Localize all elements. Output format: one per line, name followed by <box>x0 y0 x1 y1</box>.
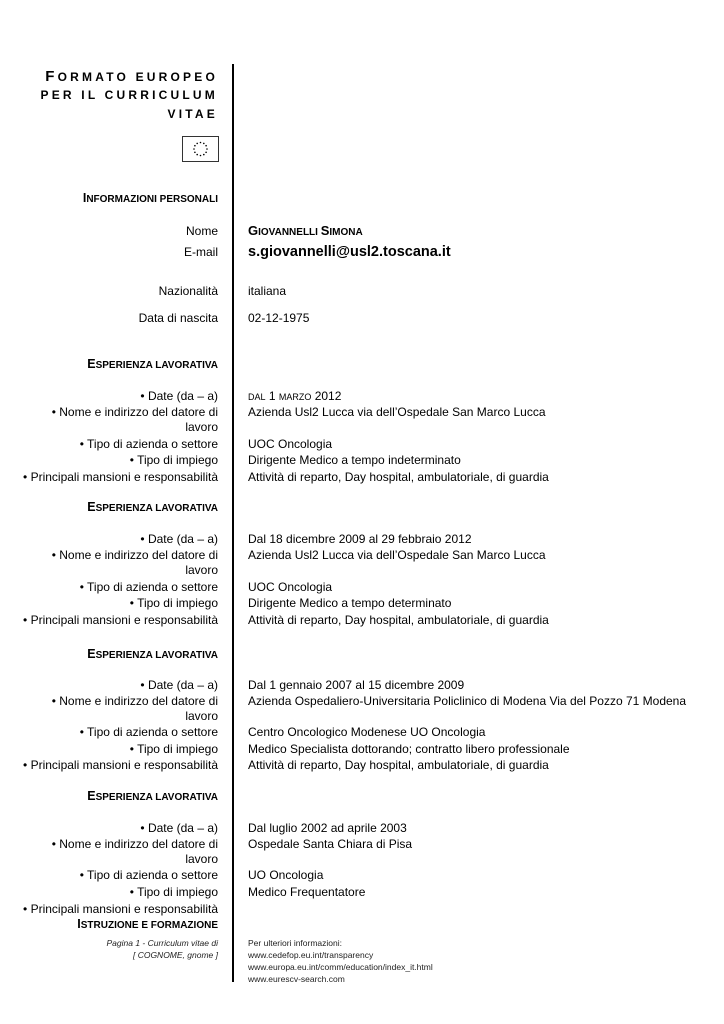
email-value: s.giovannelli@usl2.toscana.it <box>248 244 451 260</box>
experience-sector: Centro Oncologico Modenese UO Oncologia <box>248 725 486 739</box>
email-label: E-mail <box>183 245 218 259</box>
employer-label: • Nome e indirizzo del datore di <box>51 548 218 562</box>
duties-label: • Principali mansioni e responsabilità <box>23 613 218 627</box>
section-work-experience: ESPERIENZA LAVORATIVA <box>87 357 218 371</box>
footer-link-eurescv[interactable]: www.eurescv-search.com <box>248 974 345 984</box>
employer-label-cont: lavoro <box>185 420 218 434</box>
cv-title-line2: PER IL CURRICULUM <box>40 88 218 102</box>
experience-employer: Azienda Ospedaliero-Universitaria Policlinico di Modena Via del Pozzo 71 Modena <box>248 694 687 708</box>
date-label: • Date (da – a) <box>140 821 218 835</box>
duties-label: • Principali mansioni e responsabilità <box>23 470 218 484</box>
column-divider <box>232 64 234 982</box>
experience-job-type: Dirigente Medico a tempo determinato <box>248 596 452 610</box>
cv-title-line3: VITAE <box>167 107 218 121</box>
experience-employer: Azienda Usl2 Lucca via dell’Ospedale San Marco Lucca <box>248 405 546 419</box>
experience-employer: Ospedale Santa Chiara di Pisa <box>248 837 413 851</box>
sector-label: • Tipo di azienda o settore <box>79 580 218 594</box>
employer-label-cont: lavoro <box>185 709 218 723</box>
experience-sector: UOC Oncologia <box>248 580 333 594</box>
experience-date: DAL 1 MARZO 2012 <box>248 389 342 403</box>
job-type-label: • Tipo di impiego <box>129 885 218 899</box>
employer-label: • Nome e indirizzo del datore di <box>51 405 218 419</box>
experience-date: Dal 18 dicembre 2009 al 29 febbraio 2012 <box>248 532 472 546</box>
footer-name-placeholder: [ COGNOME, gnome ] <box>132 950 218 960</box>
birth-date-label: Data di nascita <box>138 311 218 325</box>
experience-sector: UOC Oncologia <box>248 437 333 451</box>
experience-employer: Azienda Usl2 Lucca via dell’Ospedale San Marco Lucca <box>248 548 546 562</box>
job-type-label: • Tipo di impiego <box>129 596 218 610</box>
experience-date: Dal 1 gennaio 2007 al 15 dicembre 2009 <box>248 678 465 692</box>
experience-date: Dal luglio 2002 ad aprile 2003 <box>248 821 407 835</box>
birth-date-value: 02-12-1975 <box>248 311 310 325</box>
experience-duties: Attività di reparto, Day hospital, ambulatoriale, di guardia <box>248 470 549 484</box>
employer-label-cont: lavoro <box>185 563 218 577</box>
section-personal-info: INFORMAZIONI PERSONALI <box>82 191 218 205</box>
name-label: Nome <box>185 224 218 238</box>
section-work-experience: ESPERIENZA LAVORATIVA <box>87 789 218 803</box>
experience-job-type: Dirigente Medico a tempo indeterminato <box>248 453 461 467</box>
nationality-value: italiana <box>248 284 287 298</box>
cv-title-line1: FORMATO EUROPEO <box>45 68 218 85</box>
footer-link-europa[interactable]: www.europa.eu.int/comm/education/index_it.html <box>248 962 433 972</box>
duties-label: • Principali mansioni e responsabilità <box>23 902 218 916</box>
eu-flag-icon <box>182 136 219 162</box>
footer-page-info: Pagina 1 - Curriculum vitae di <box>106 938 218 948</box>
footer-info-heading: Per ulteriori informazioni: <box>248 938 343 948</box>
experience-duties: Attività di reparto, Day hospital, ambulatoriale, di guardia <box>248 613 549 627</box>
date-label: • Date (da – a) <box>140 389 218 403</box>
employer-label-cont: lavoro <box>185 852 218 866</box>
section-education: ISTRUZIONE E FORMAZIONE <box>77 917 218 931</box>
sector-label: • Tipo di azienda o settore <box>79 437 218 451</box>
experience-job-type: Medico Frequentatore <box>248 885 366 899</box>
name-value: GIOVANNELLI SIMONA <box>248 223 363 238</box>
footer-link-cedefop[interactable]: www.cedefop.eu.int/transparency <box>248 950 374 960</box>
job-type-label: • Tipo di impiego <box>129 453 218 467</box>
employer-label: • Nome e indirizzo del datore di <box>51 837 218 851</box>
experience-sector: UO Oncologia <box>248 868 324 882</box>
section-work-experience: ESPERIENZA LAVORATIVA <box>87 500 218 514</box>
date-label: • Date (da – a) <box>140 532 218 546</box>
experience-duties: Attività di reparto, Day hospital, ambulatoriale, di guardia <box>248 758 549 772</box>
sector-label: • Tipo di azienda o settore <box>79 725 218 739</box>
job-type-label: • Tipo di impiego <box>129 742 218 756</box>
date-label: • Date (da – a) <box>140 678 218 692</box>
experience-job-type: Medico Specialista dottorando; contratto libero professionale <box>248 742 570 756</box>
employer-label: • Nome e indirizzo del datore di <box>51 694 218 708</box>
section-work-experience: ESPERIENZA LAVORATIVA <box>87 647 218 661</box>
sector-label: • Tipo di azienda o settore <box>79 868 218 882</box>
nationality-label: Nazionalità <box>158 284 218 298</box>
duties-label: • Principali mansioni e responsabilità <box>23 758 218 772</box>
